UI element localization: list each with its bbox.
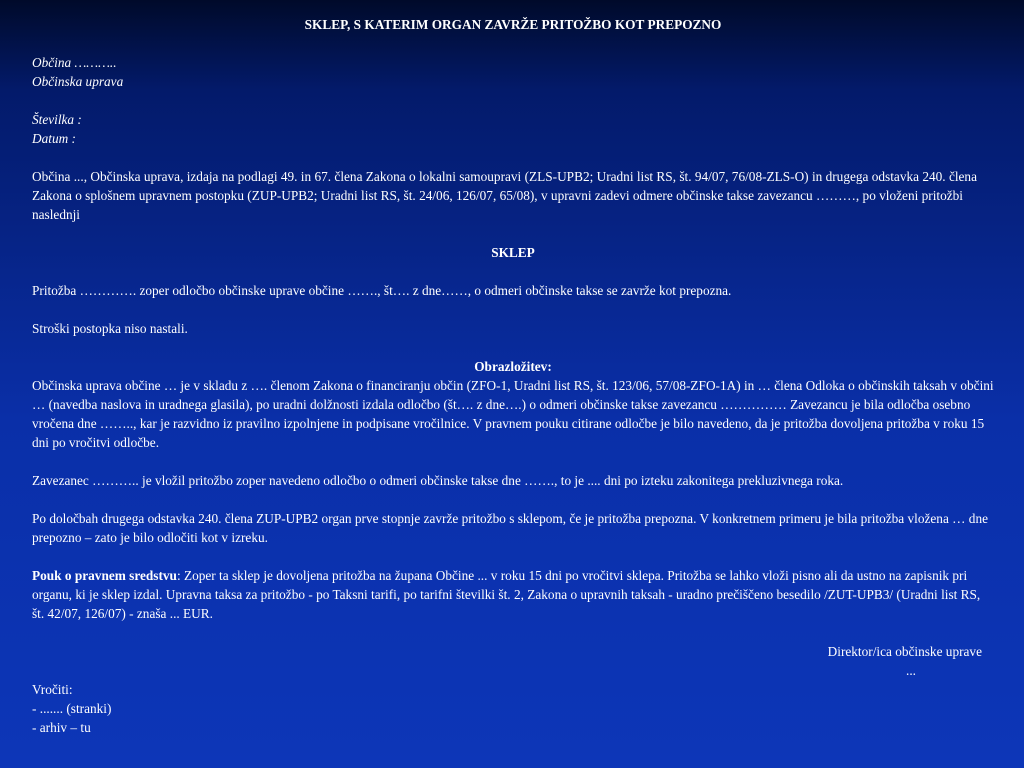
- reasoning-heading: Obrazložitev:: [474, 359, 552, 374]
- signature-name: ...: [906, 663, 916, 678]
- administration-line: Občinska uprava: [32, 74, 124, 89]
- municipality-line: Občina ………..: [32, 55, 117, 70]
- reasoning-paragraph-1: Občinska uprava občine … je v skladu z …. členom Zakona o financiranju občin (ZFO-1, Uradni list RS, št. 123/06, 57/08-ZFO-1A) in … člena Odloka o občinskih taksah v občini … (navedba naslova in uradnega glasila), po uradni dolžnosti izdala odločbo (št…. z dne….) o odmeri občinske takse zavezancu …………… Zavezancu je bila odločba osebno vročena dne …….., kar je razvidno iz pravilno izpolnjene in podpisane vročilnice. V pravnem pouku citirane odločbe je bilo navedeno, da je pritožba dovoljena pritožba v roku 15 dni po vročitvi odločbe.: [32, 378, 994, 450]
- header-block: [32, 53, 994, 148]
- legal-remedy-label: Pouk o pravnem sredstvu: [32, 568, 177, 583]
- document-title: SKLEP, S KATERIM ORGAN ZAVRŽE PRITOŽBO KOT PREPOZNO: [304, 17, 722, 32]
- reasoning-paragraph-2: Zavezanec ……….. je vložil pritožbo zoper navedeno odločbo o odmeri občinske takse dne ……., to je .... dni po izteku zakonitega prekluzivnega roka.: [32, 473, 844, 488]
- date-line: Datum :: [32, 131, 76, 146]
- sklep-paragraph: Pritožba …………. zoper odločbo občinske uprave občine ……., št…. z dne……, o odmeri občinske takse se zavrže kot prepozna.: [32, 283, 732, 298]
- delivery-block: [32, 680, 994, 737]
- signature-block: [32, 642, 994, 680]
- intro-paragraph: Občina ..., Občinska uprava, izdaja na podlagi 49. in 67. člena Zakona o lokalni samoupravi (ZLS-UPB2; Uradni list RS, št. 94/07, 76/08-ZLS-O) in drugega odstavka 240. člena Zakona o splošnem upravnem postopku (ZUP-UPB2; Uradni list RS, št. 24/06, 126/07, 65/08), v upravni zadevi odmere občinske takse zavezancu ………, po vloženi pritožbi naslednji: [32, 169, 977, 222]
- legal-remedy-paragraph: [32, 566, 994, 623]
- delivery-item-party: - ....... (stranki): [32, 701, 112, 716]
- delivery-label: Vročiti:: [32, 682, 73, 697]
- signature-role: Direktor/ica občinske uprave: [827, 644, 982, 659]
- number-line: Številka :: [32, 112, 82, 127]
- sklep-heading: SKLEP: [491, 245, 535, 260]
- costs-paragraph: Stroški postopka niso nastali.: [32, 321, 188, 336]
- legal-remedy-text: : Zoper ta sklep je dovoljena pritožba na župana Občine ... v roku 15 dni po vročitvi sklepa. Pritožba se lahko vloži pisno ali da ustno na zapisnik pri organu, ki je sklep izdal. Upravna taksa za pritožbo - po Taksni tarifi, po tarifni številki št. 2, Zakona o upravnih taksah - uradno prečiščeno besedilo /ZUT-UPB3/ (Uradni list RS, št. 42/07, 126/07) - znaša ... EUR.: [32, 568, 981, 621]
- delivery-item-archive: - arhiv – tu: [32, 720, 91, 735]
- reasoning-paragraph-3: Po določbah drugega odstavka 240. člena ZUP-UPB2 organ prve stopnje zavrže pritožbo s sklepom, če je pritožba prepozna. V konkretnem primeru je bila pritožba vložena … dne prepozno – zato je bilo odločiti kot v izreku.: [32, 511, 988, 545]
